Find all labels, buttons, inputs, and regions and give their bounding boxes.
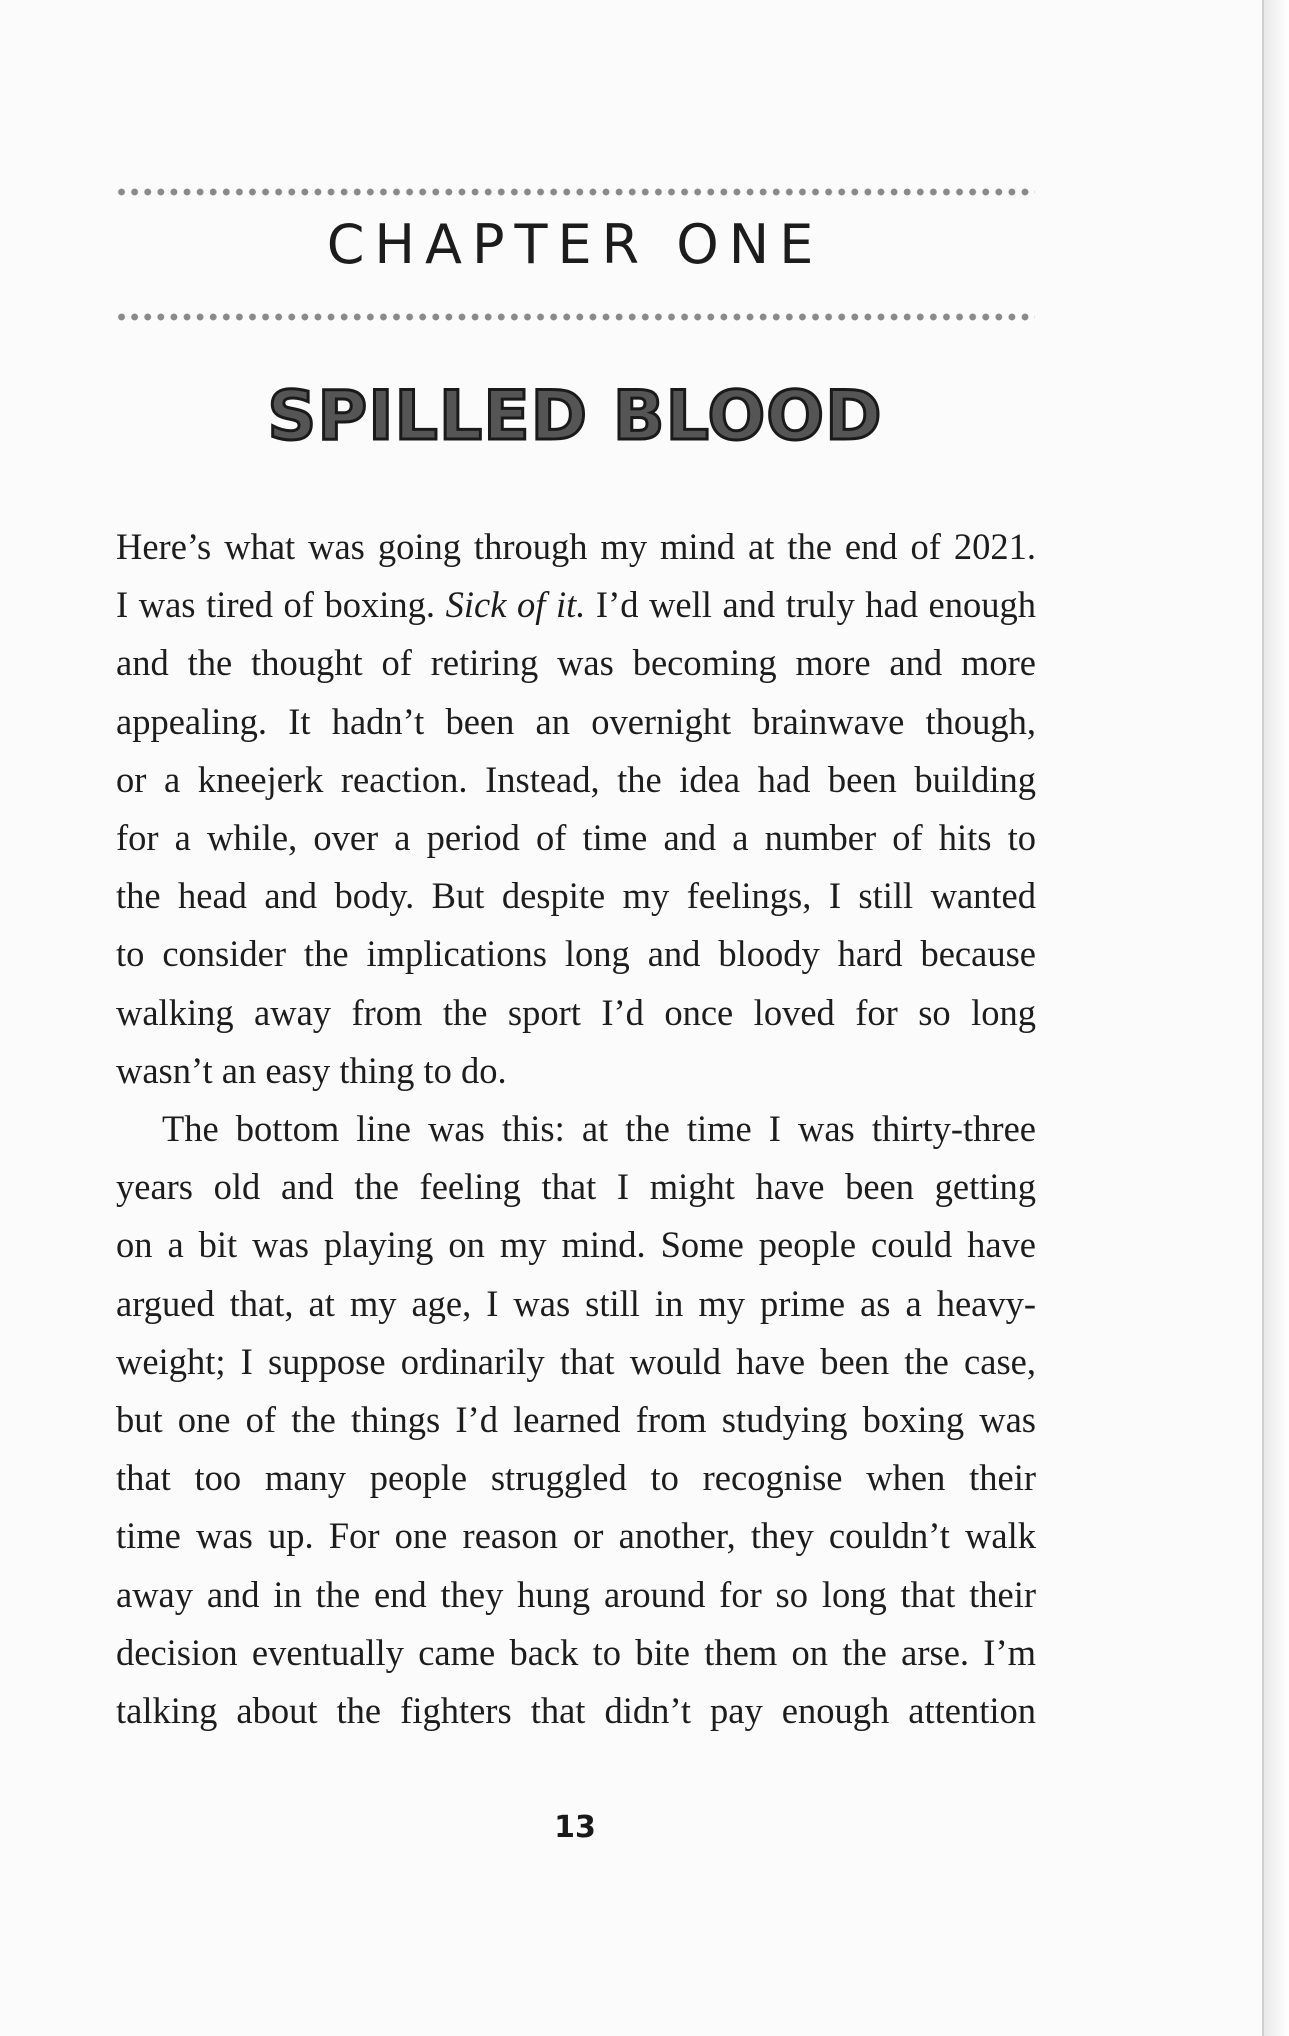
page-number: 13 (554, 1810, 596, 1845)
text-line: decision eventually came back to bite them on the arse. I’m (116, 1631, 1036, 1673)
text-line: walking away from the sport I’d once loved for so long (116, 991, 1036, 1033)
dotted-rule-bottom (115, 312, 1035, 322)
text-line: on a bit was playing on my mind. Some people could have (116, 1224, 1036, 1266)
text-line: The bottom line was this: at the time I was thirty-three (162, 1108, 1036, 1150)
text-line: appealing. It hadn’t been an overnight brainwave though, (116, 700, 1036, 742)
italic-phrase: Sick of it. (445, 584, 586, 626)
text-line: that too many people struggled to recognise when their (116, 1457, 1036, 1499)
text-line: to consider the implications long and bloody hard because (116, 933, 1036, 975)
text-line: years old and the feeling that I might have been getting (116, 1166, 1036, 1208)
text-line: and the thought of retiring was becoming more and more (116, 642, 1036, 684)
text-line: or a kneejerk reaction. Instead, the idea had been building (116, 758, 1036, 800)
text-line: but one of the things I’d learned from studying boxing was (116, 1399, 1036, 1441)
dotted-rule-top (115, 187, 1035, 197)
text-segment: I’d well and truly had enough (585, 584, 1036, 626)
text-line: Here’s what was going through my mind at the end of 2021. (116, 526, 1036, 567)
body-text (116, 518, 1036, 1740)
text-line: time was up. For one reason or another, they couldn’t walk (116, 1515, 1036, 1557)
text-segment: I was tired of boxing. (116, 584, 446, 626)
text-line (116, 576, 1036, 634)
text-line: away and in the end they hung around for so long that their (116, 1573, 1036, 1615)
chapter-label: CHAPTER ONE (326, 213, 824, 276)
adjacent-page-edge (1264, 0, 1289, 2036)
text-line: the head and body. But despite my feelings, I still wanted (116, 875, 1036, 917)
text-line: talking about the fighters that didn’t pay enough attention (116, 1690, 1036, 1732)
text-line: argued that, at my age, I was still in my prime as a heavy- (116, 1282, 1036, 1324)
chapter-title: SPILLED BLOOD (267, 377, 883, 456)
text-line: for a while, over a period of time and a number of hits to (116, 817, 1036, 859)
text-line: weight; I suppose ordinarily that would have been the case, (116, 1340, 1036, 1382)
text-line: wasn’t an easy thing to do. (116, 1049, 507, 1091)
